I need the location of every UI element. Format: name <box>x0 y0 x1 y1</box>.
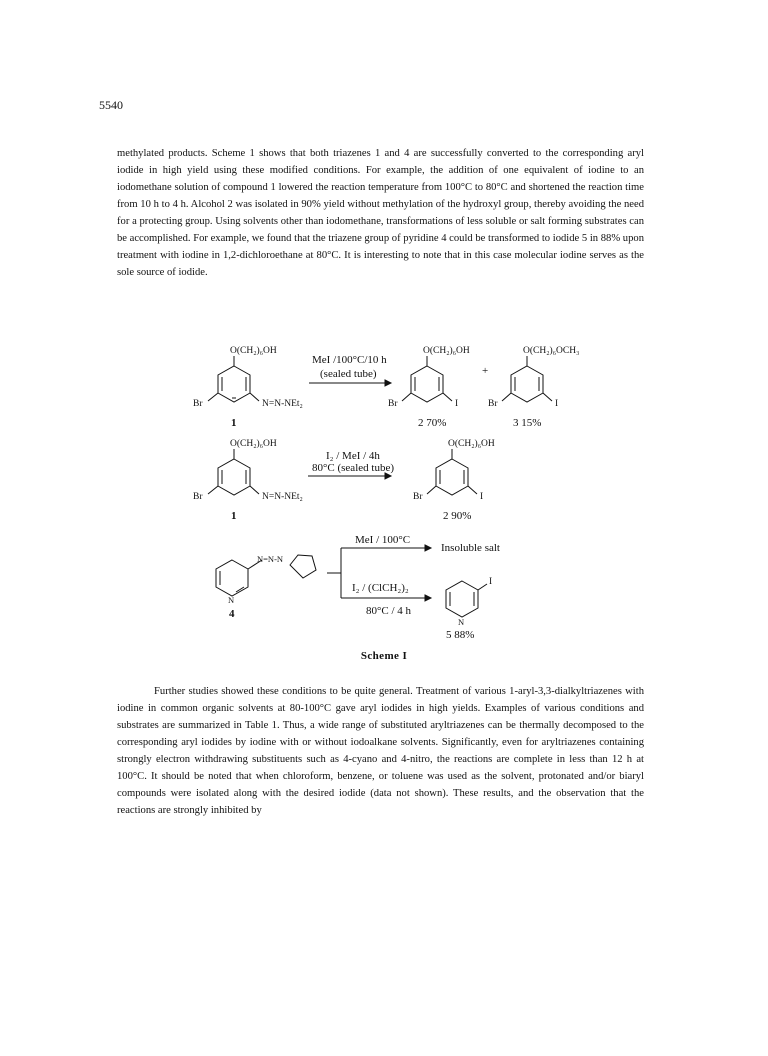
compound-1b-structure <box>208 449 259 495</box>
r2-label-2: 2 90% <box>443 510 472 522</box>
r1-triazene-1: N=N-NEt₂ <box>262 399 303 409</box>
r2-sub-2: O(CH₂)₆OH <box>448 439 495 449</box>
r3-ring-n: N <box>228 595 235 605</box>
compound-2-structure <box>402 356 452 402</box>
r1-label-2: 2 70% <box>418 417 447 429</box>
compound-1-structure <box>208 356 259 402</box>
r2-label-1: 1 <box>231 510 237 522</box>
r3-cond-a: MeI / 100°C <box>355 534 411 546</box>
r1-label-3: 3 15% <box>513 417 542 429</box>
r1-cond-bottom: (sealed tube) <box>320 368 377 380</box>
r3-triazene: N=N-N <box>257 554 284 564</box>
compound-2b-structure <box>427 449 477 495</box>
r3-result-a: Insoluble salt <box>441 542 500 554</box>
scheme-caption: Scheme I <box>360 650 408 662</box>
r2-br-2: Br <box>413 492 423 502</box>
r1-cond-top: MeI /100°C/10 h <box>312 354 387 366</box>
r1-sub-2: O(CH₂)₆OH <box>423 346 470 356</box>
r1-br-1: Br <box>193 399 203 409</box>
r1-plus: + <box>482 365 489 377</box>
r1-br-3: Br <box>488 399 498 409</box>
r1-label-1: 1 <box>231 417 237 429</box>
r3-iodo-5: I <box>489 577 493 587</box>
r1-iodo-3: I <box>555 399 559 409</box>
r2-br-1: Br <box>193 492 203 502</box>
r3-label-5: 5 88% <box>446 629 475 641</box>
r2-triazene-1: N=N-NEt₂ <box>262 492 303 502</box>
r2-sub-1: O(CH₂)₆OH <box>230 439 277 449</box>
r1-iodo-2: I <box>455 399 459 409</box>
page-number: 5540 <box>99 98 123 112</box>
r1-br-2: Br <box>388 399 398 409</box>
r3-label-4: 4 <box>229 608 235 620</box>
r3-cond-b-bottom: 80°C / 4 h <box>366 605 412 617</box>
r2-cond-bottom: 80°C (sealed tube) <box>312 462 394 474</box>
r1-sub-1: O(CH₂)₆OH <box>230 346 277 356</box>
r2-iodo-2: I <box>480 492 484 502</box>
compound-3-structure <box>502 356 552 402</box>
compound-5-structure <box>446 581 487 617</box>
r1-sub-3: O(CH₂)₆OCH₃ <box>523 346 580 356</box>
r3-ring-n-5: N <box>458 617 465 627</box>
r2-cond-top: I₂ / MeI / 4h <box>326 450 380 462</box>
paragraph-1: methylated products. Scheme 1 shows that both triazenes 1 and 4 are successfully converted to the corresponding aryl iodide in high yield using these modified conditions. For example, the addition of one equivalent of iodine to an iodomethane solution of compound 1 lowered the reaction temperature from 100°C to 80°C and shortened the reaction time from 10 h to 4 h. Alcohol 2 was isolated in 90% yield without methylation of the hydroxyl group, thereby avoiding the need for a protecting group. Using solvents other than iodomethane, transformations of less soluble or salt forming substrates can be accomplished. For example, we found that the triazene group of pyridine 4 could be transformed to iodide 5 in 88% upon treatment with iodine in 1,2-dichloroethane at 80°C. It is interesting to note that in this case molecular iodine serves as the sole source of iodide. <box>117 148 644 278</box>
r3-cond-b-top: I₂ / (ClCH₂)₂ <box>352 582 409 594</box>
paragraph-2: Further studies showed these conditions to be quite general. Treatment of various 1-aryl-3,3-dialkyltriazenes with iodine in common organic solvents at 80-100°C gave aryl iodides in high yields. Examples of various conditions and substrates are summarized in Table 1. Thus, a wide range of substituted aryltriazenes can be thermally decomposed to the corresponding aryl iodides by iodine with or without iodoalkane solvents. Significantly, even for aryltriazenes containing strongly electron withdrawing substituents such as 4-cyano and 4-nitro, the reactions are complete in less than 12 h at 100°C. It should be noted that when chloroform, benzene, or toluene was used as the solvent, protonated and/or biaryl compounds were isolated along with the desired iodide (data not shown). These results, and the observation that the reactions are strongly inhibited by <box>117 686 644 816</box>
